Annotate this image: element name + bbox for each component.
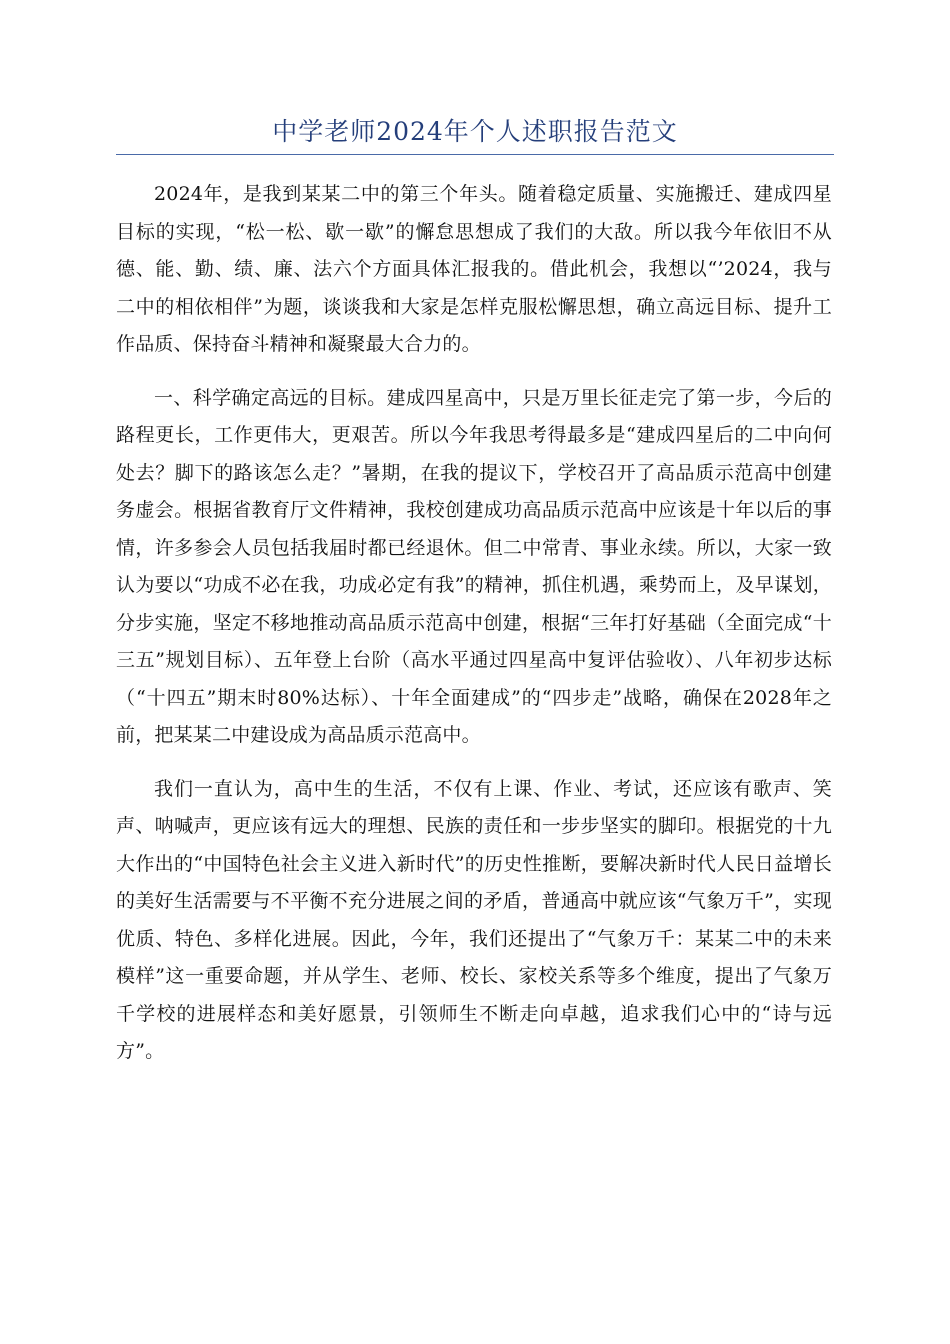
paragraph-intro: 2024年，是我到某某二中的第三个年头。随着稳定质量、实施搬迁、建成四星目标的实现，“松一松、歇一歇”的懈怠思想成了我们的大敌。所以我今年依旧不从德、能、勤、绩、廉、法六个方面具体汇报我的。借此机会，我想以“’2024，我与二中的相依相伴”为题，谈谈我和大家是怎样克服松懈思想，确立高远目标、提升工作品质、保持奋斗精神和凝聚最大合力的。 xyxy=(116,183,832,355)
paragraph-section-one: 一、科学确定高远的目标。建成四星高中，只是万里长征走完了第一步，今后的路程更长，工作更伟大，更艰苦。所以今年我思考得最多是“建成四星后的二中向何处去？脚下的路该怎么走？”暑期，在我的提议下，学校召开了高品质示范高中创建务虚会。根据省教育厅文件精神，我校创建成功高品质示范高中应该是十年以后的事情，许多参会人员包括我届时都已经退休。但二中常青、事业永续。所以，大家一致认为要以“功成不必在我，功成必定有我”的精神，抓住机遇，乘势而上，及早谋划，分步实施，坚定不移地推动高品质示范高中创建，根据“三年打好基础（全面完成“十三五”规划目标）、五年登上台阶（高水平通过四星高中复评估验收）、八年初步达标（“十四五”期末时80%达标）、十年全面建成”的“四步走”战略，确保在2028年之前，把某某二中建设成为高品质示范高中。 xyxy=(116,386,832,746)
document-title: 中学老师2024年个人述职报告范文 xyxy=(272,117,678,146)
title-underline xyxy=(116,154,834,155)
paragraph-vision: 我们一直认为，高中生的生活，不仅有上课、作业、考试，还应该有歌声、笑声、呐喊声，更应该有远大的理想、民族的责任和一步步坚实的脚印。根据党的十九大作出的“中国特色社会主义进入新时代”的历史性推断，要解决新时代人民日益增长的美好生活需要与不平衡不充分进展之间的矛盾，普通高中就应该“气象万千”，实现优质、特色、多样化进展。因此，今年，我们还提出了“气象万千：某某二中的未来模样”这一重要命题，并从学生、老师、校长、家校关系等多个维度，提出了气象万千学校的进展样态和美好愿景，引领师生不断走向卓越，追求我们心中的“诗与远方”。 xyxy=(116,777,832,1062)
document-body xyxy=(116,176,832,1083)
